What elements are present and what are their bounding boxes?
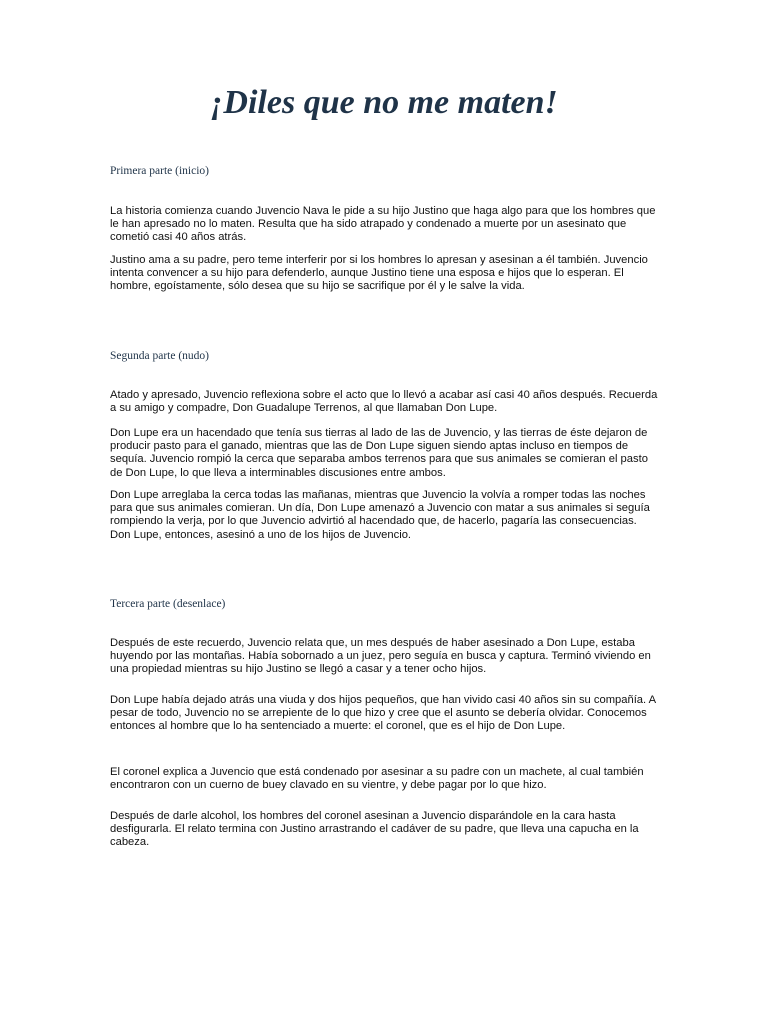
paragraph: Don Lupe arreglaba la cerca todas las mañanas, mientras que Juvencio la volvía a romper todas las noches para que sus animales comieran. Un día, Don Lupe amenazó a Juvencio con matar a sus animales si seguía rompiendo la verja, por lo que Juvencio advirtió al hacendado que, de hacerlo, pagaría las consecuencias. Don Lupe, entonces, asesinó a uno de los hijos de Juvencio. [110,489,650,541]
paragraph: El coronel explica a Juvencio que está condenado por asesinar a su padre con un machete, al cual también encontraron con un cuerno de buey clavado en su vientre, y debe pagar por lo que hizo. [110,766,644,792]
section-heading-primera-parte: Primera parte (inicio) [110,165,209,177]
page-title: ¡Diles que no me maten! [210,84,558,121]
paragraph: Don Lupe era un hacendado que tenía sus tierras al lado de las de Juvencio, y las tierras de éste dejaron de producir pasto para el ganado, mientras que las de Don Lupe siguen siendo aptas incluso en tiempos de sequía. Juvencio rompió la cerca que separaba ambos terrenos para que sus animales se comieran el pasto de Don Lupe, lo que lleva a interminables discusiones entre ambos. [110,427,648,479]
paragraph: La historia comienza cuando Juvencio Nava le pide a su hijo Justino que haga algo para que los hombres que le han apresado no lo maten. Resulta que ha sido atrapado y condenado a muerte por un asesinato que cometió casi 40 años atrás. [110,205,656,244]
section-heading-segunda-parte: Segunda parte (nudo) [110,350,209,362]
paragraph: Después de este recuerdo, Juvencio relata que, un mes después de haber asesinado a Don Lupe, estaba huyendo por las montañas. Había sobornado a un juez, pero seguía en busca y captura. Terminó viviendo en una propiedad mientras su hijo Justino se llegó a casar y a tener ocho hijos. [110,637,651,676]
paragraph: Don Lupe había dejado atrás una viuda y dos hijos pequeños, que han vivido casi 40 años sin su compañía. A pesar de todo, Juvencio no se arrepiente de lo que hizo y cree que el asunto se debería olvidar. Conocemos entonces al hombre que lo ha sentenciado a muerte: el coronel, que es el hijo de Don Lupe. [110,694,656,733]
paragraph: Justino ama a su padre, pero teme interferir por si los hombres lo apresan y asesinan a él también. Juvencio intenta convencer a su hijo para defenderlo, aunque Justino tiene una esposa e hijos que lo esperan. El hombre, egoístamente, sólo desea que su hijo se sacrifique por él y le salve la vida. [110,254,648,293]
paragraph: Después de darle alcohol, los hombres del coronel asesinan a Juvencio disparándole en la cara hasta desfigurarla. El relato termina con Justino arrastrando el cadáver de su padre, que lleva una capucha en la cabeza. [110,810,639,849]
paragraph: Atado y apresado, Juvencio reflexiona sobre el acto que lo llevó a acabar así casi 40 años después. Recuerda a su amigo y compadre, Don Guadalupe Terrenos, al que llamaban Don Lupe. [110,389,658,415]
section-heading-tercera-parte: Tercera parte (desenlace) [110,598,226,610]
